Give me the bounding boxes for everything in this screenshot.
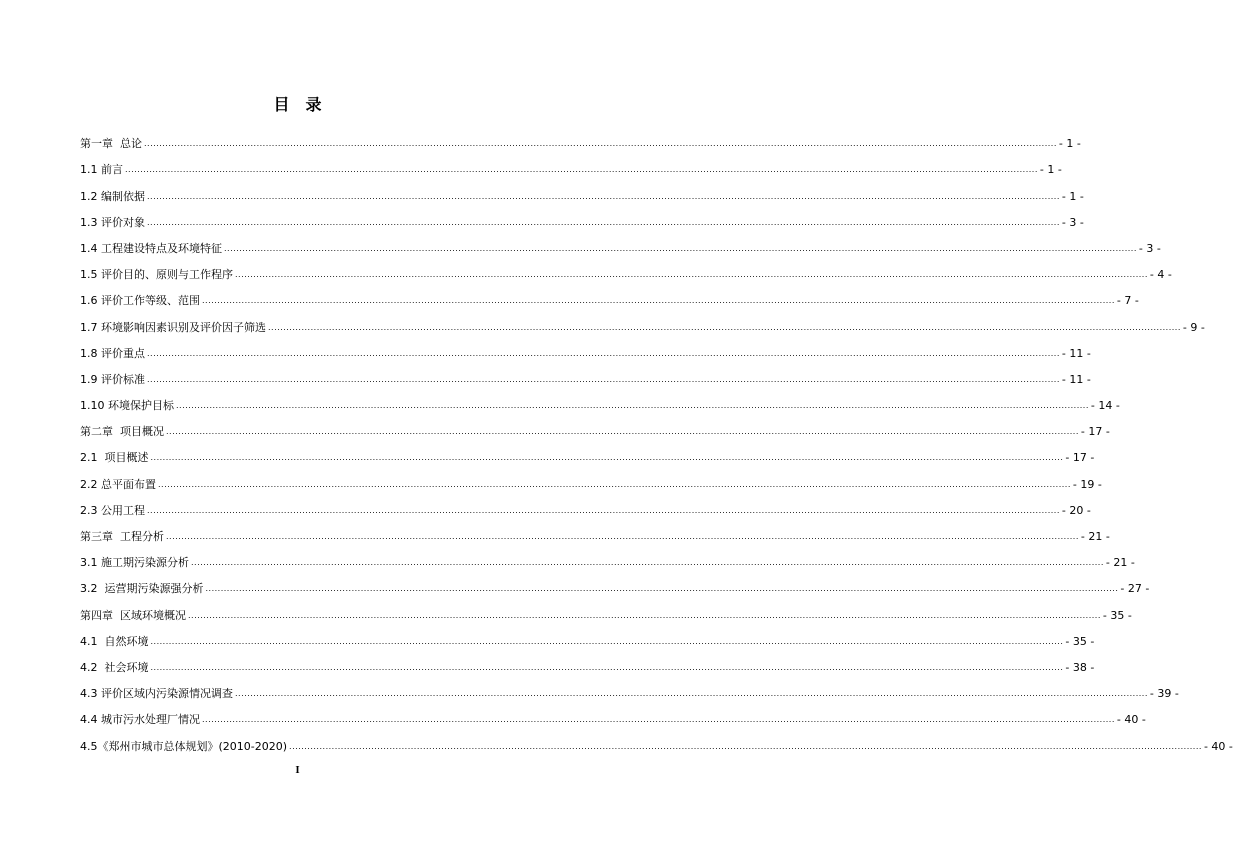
toc-entry-label: 4.1 自然环境: [80, 634, 149, 648]
toc-entry-label: 2.3 公用工程: [80, 503, 145, 517]
toc-entry[interactable]: [80, 151, 1062, 177]
toc-dot-leader: ............................................................................................................................................................................................................................................................................................................: [150, 453, 1064, 463]
toc-entry-label: 2.1 项目概述: [80, 451, 149, 465]
page-title: 目录: [273, 95, 338, 114]
toc-entry-page: - 9 -: [1182, 320, 1205, 334]
page-number: I: [295, 764, 300, 776]
toc-entry-label: 1.7 环境影响因素识别及评价因子筛选: [80, 320, 266, 334]
toc-dot-leader: ............................................................................................................................................................................................................................................................................................................: [147, 505, 1060, 515]
toc-dot-leader: ............................................................................................................................................................................................................................................................................................................: [150, 636, 1064, 646]
toc-dot-leader: ............................................................................................................................................................................................................................................................................................................: [205, 584, 1119, 594]
toc-entry[interactable]: [80, 675, 1179, 701]
toc-entry-page: - 21 -: [1080, 530, 1110, 543]
toc-entry-label: 1.8 评价重点: [80, 346, 145, 360]
toc-dot-leader: ............................................................................................................................................................................................................................................................................................................: [166, 427, 1079, 437]
toc-dot-leader: ............................................................................................................................................................................................................................................................................................................: [150, 662, 1064, 672]
toc-entry-label: 第二章 项目概况: [80, 425, 164, 439]
toc-entry[interactable]: [80, 282, 1139, 308]
toc-entry-page: - 17 -: [1080, 425, 1110, 439]
toc-entry-label: 1.1 前言: [80, 163, 123, 177]
toc-entry-page: - 27 -: [1120, 582, 1150, 596]
toc-entry-label: 2.2 总平面布置: [80, 477, 156, 491]
toc-entry[interactable]: [80, 439, 1095, 465]
toc-dot-leader: ............................................................................................................................................................................................................................................................................................................: [289, 741, 1202, 751]
table-of-contents: [80, 125, 1233, 754]
toc-dot-leader: ............................................................................................................................................................................................................................................................................................................: [235, 270, 1148, 280]
toc-entry[interactable]: [80, 335, 1091, 361]
toc-entry-page: - 11 -: [1061, 346, 1091, 360]
toc-entry-page: - 19 -: [1072, 477, 1102, 491]
toc-entry-label: 1.5 评价目的、原则与工作程序: [80, 268, 233, 282]
toc-entry-label: 第三章 工程分析: [80, 530, 164, 543]
toc-entry[interactable]: [80, 361, 1091, 387]
toc-entry-label: 1.6 评价工作等级、范围: [80, 294, 200, 308]
toc-dot-leader: ............................................................................................................................................................................................................................................................................................................: [224, 243, 1137, 253]
toc-dot-leader: ............................................................................................................................................................................................................................................................................................................: [235, 689, 1148, 699]
toc-entry-page: - 20 -: [1061, 503, 1091, 517]
toc-entry-label: 1.4 工程建设特点及环境特征: [80, 241, 222, 255]
toc-entry-label: 第四章 区域环境概况: [80, 608, 186, 622]
toc-entry[interactable]: [80, 387, 1120, 413]
toc-entry-page: - 3 -: [1138, 241, 1161, 255]
toc-dot-leader: ............................................................................................................................................................................................................................................................................................................: [147, 348, 1060, 358]
toc-entry-label: 1.9 评价标准: [80, 372, 145, 386]
toc-entry[interactable]: [80, 492, 1091, 518]
toc-entry-label: 4.3 评价区域内污染源情况调查: [80, 687, 233, 701]
toc-entry-page: - 4 -: [1149, 268, 1172, 282]
toc-entry-label: 1.10 环境保护目标: [80, 399, 174, 413]
toc-dot-leader: ............................................................................................................................................................................................................................................................................................................: [202, 296, 1115, 306]
toc-entry-page: - 38 -: [1065, 660, 1095, 674]
toc-entry-label: 第一章 总论: [80, 137, 142, 151]
toc-dot-leader: ............................................................................................................................................................................................................................................................................................................: [144, 139, 1057, 149]
toc-entry-label: 3.2 运营期污染源强分析: [80, 582, 204, 596]
toc-entry[interactable]: [80, 308, 1205, 334]
toc-entry[interactable]: [80, 204, 1084, 230]
toc-dot-leader: ............................................................................................................................................................................................................................................................................................................: [147, 217, 1060, 227]
toc-dot-leader: ............................................................................................................................................................................................................................................................................................................: [268, 322, 1181, 332]
toc-entry-page: - 1 -: [1061, 189, 1084, 203]
toc-entry-label: 4.5《郑州市城市总体规划》(2010-2020): [80, 739, 288, 753]
toc-entry-page: - 21 -: [1105, 556, 1135, 570]
toc-entry[interactable]: [80, 649, 1095, 675]
toc-entry[interactable]: [80, 413, 1110, 439]
toc-entry-page: - 14 -: [1090, 399, 1120, 413]
toc-entry[interactable]: [80, 570, 1150, 596]
toc-entry[interactable]: [80, 230, 1161, 256]
toc-dot-leader: ............................................................................................................................................................................................................................................................................................................: [202, 715, 1115, 725]
toc-entry-page: - 3 -: [1061, 215, 1084, 229]
toc-dot-leader: ............................................................................................................................................................................................................................................................................................................: [191, 558, 1104, 568]
toc-entry-page: - 7 -: [1116, 294, 1139, 308]
toc-entry-label: 3.1 施工期污染源分析: [80, 556, 189, 570]
toc-entry[interactable]: [80, 701, 1146, 727]
toc-entry[interactable]: [80, 596, 1132, 622]
toc-dot-leader: ............................................................................................................................................................................................................................................................................................................: [188, 610, 1101, 620]
toc-entry[interactable]: [80, 125, 1081, 151]
toc-entry[interactable]: [80, 544, 1135, 570]
toc-entry-label: 1.3 评价对象: [80, 215, 145, 229]
toc-entry[interactable]: [80, 465, 1102, 491]
toc-entry-label: 4.2 社会环境: [80, 660, 149, 674]
toc-entry-page: - 35 -: [1102, 608, 1132, 622]
toc-entry[interactable]: [80, 177, 1084, 203]
toc-entry-page: - 17 -: [1065, 451, 1095, 465]
toc-entry-page: - 1 -: [1058, 137, 1081, 151]
toc-entry[interactable]: [80, 727, 1233, 753]
toc-entry-label: 4.4 城市污水处理厂情况: [80, 713, 200, 727]
toc-entry-label: 1.2 编制依据: [80, 189, 145, 203]
toc-entry[interactable]: [80, 256, 1172, 282]
toc-entry[interactable]: [80, 623, 1095, 649]
toc-dot-leader: ............................................................................................................................................................................................................................................................................................................: [125, 165, 1038, 175]
toc-dot-leader: ............................................................................................................................................................................................................................................................................................................: [147, 191, 1060, 201]
toc-entry-page: - 39 -: [1149, 687, 1179, 701]
toc-entry[interactable]: [80, 518, 1110, 544]
toc-dot-leader: ............................................................................................................................................................................................................................................................................................................: [166, 532, 1079, 541]
toc-entry-page: - 40 -: [1116, 713, 1146, 727]
toc-entry-page: - 40 -: [1203, 739, 1233, 753]
toc-entry-page: - 1 -: [1039, 163, 1062, 177]
toc-entry-page: - 35 -: [1065, 634, 1095, 648]
toc-entry-page: - 11 -: [1061, 372, 1091, 386]
toc-dot-leader: ............................................................................................................................................................................................................................................................................................................: [158, 479, 1071, 489]
toc-dot-leader: ............................................................................................................................................................................................................................................................................................................: [147, 374, 1060, 384]
toc-dot-leader: ............................................................................................................................................................................................................................................................................................................: [176, 401, 1089, 411]
